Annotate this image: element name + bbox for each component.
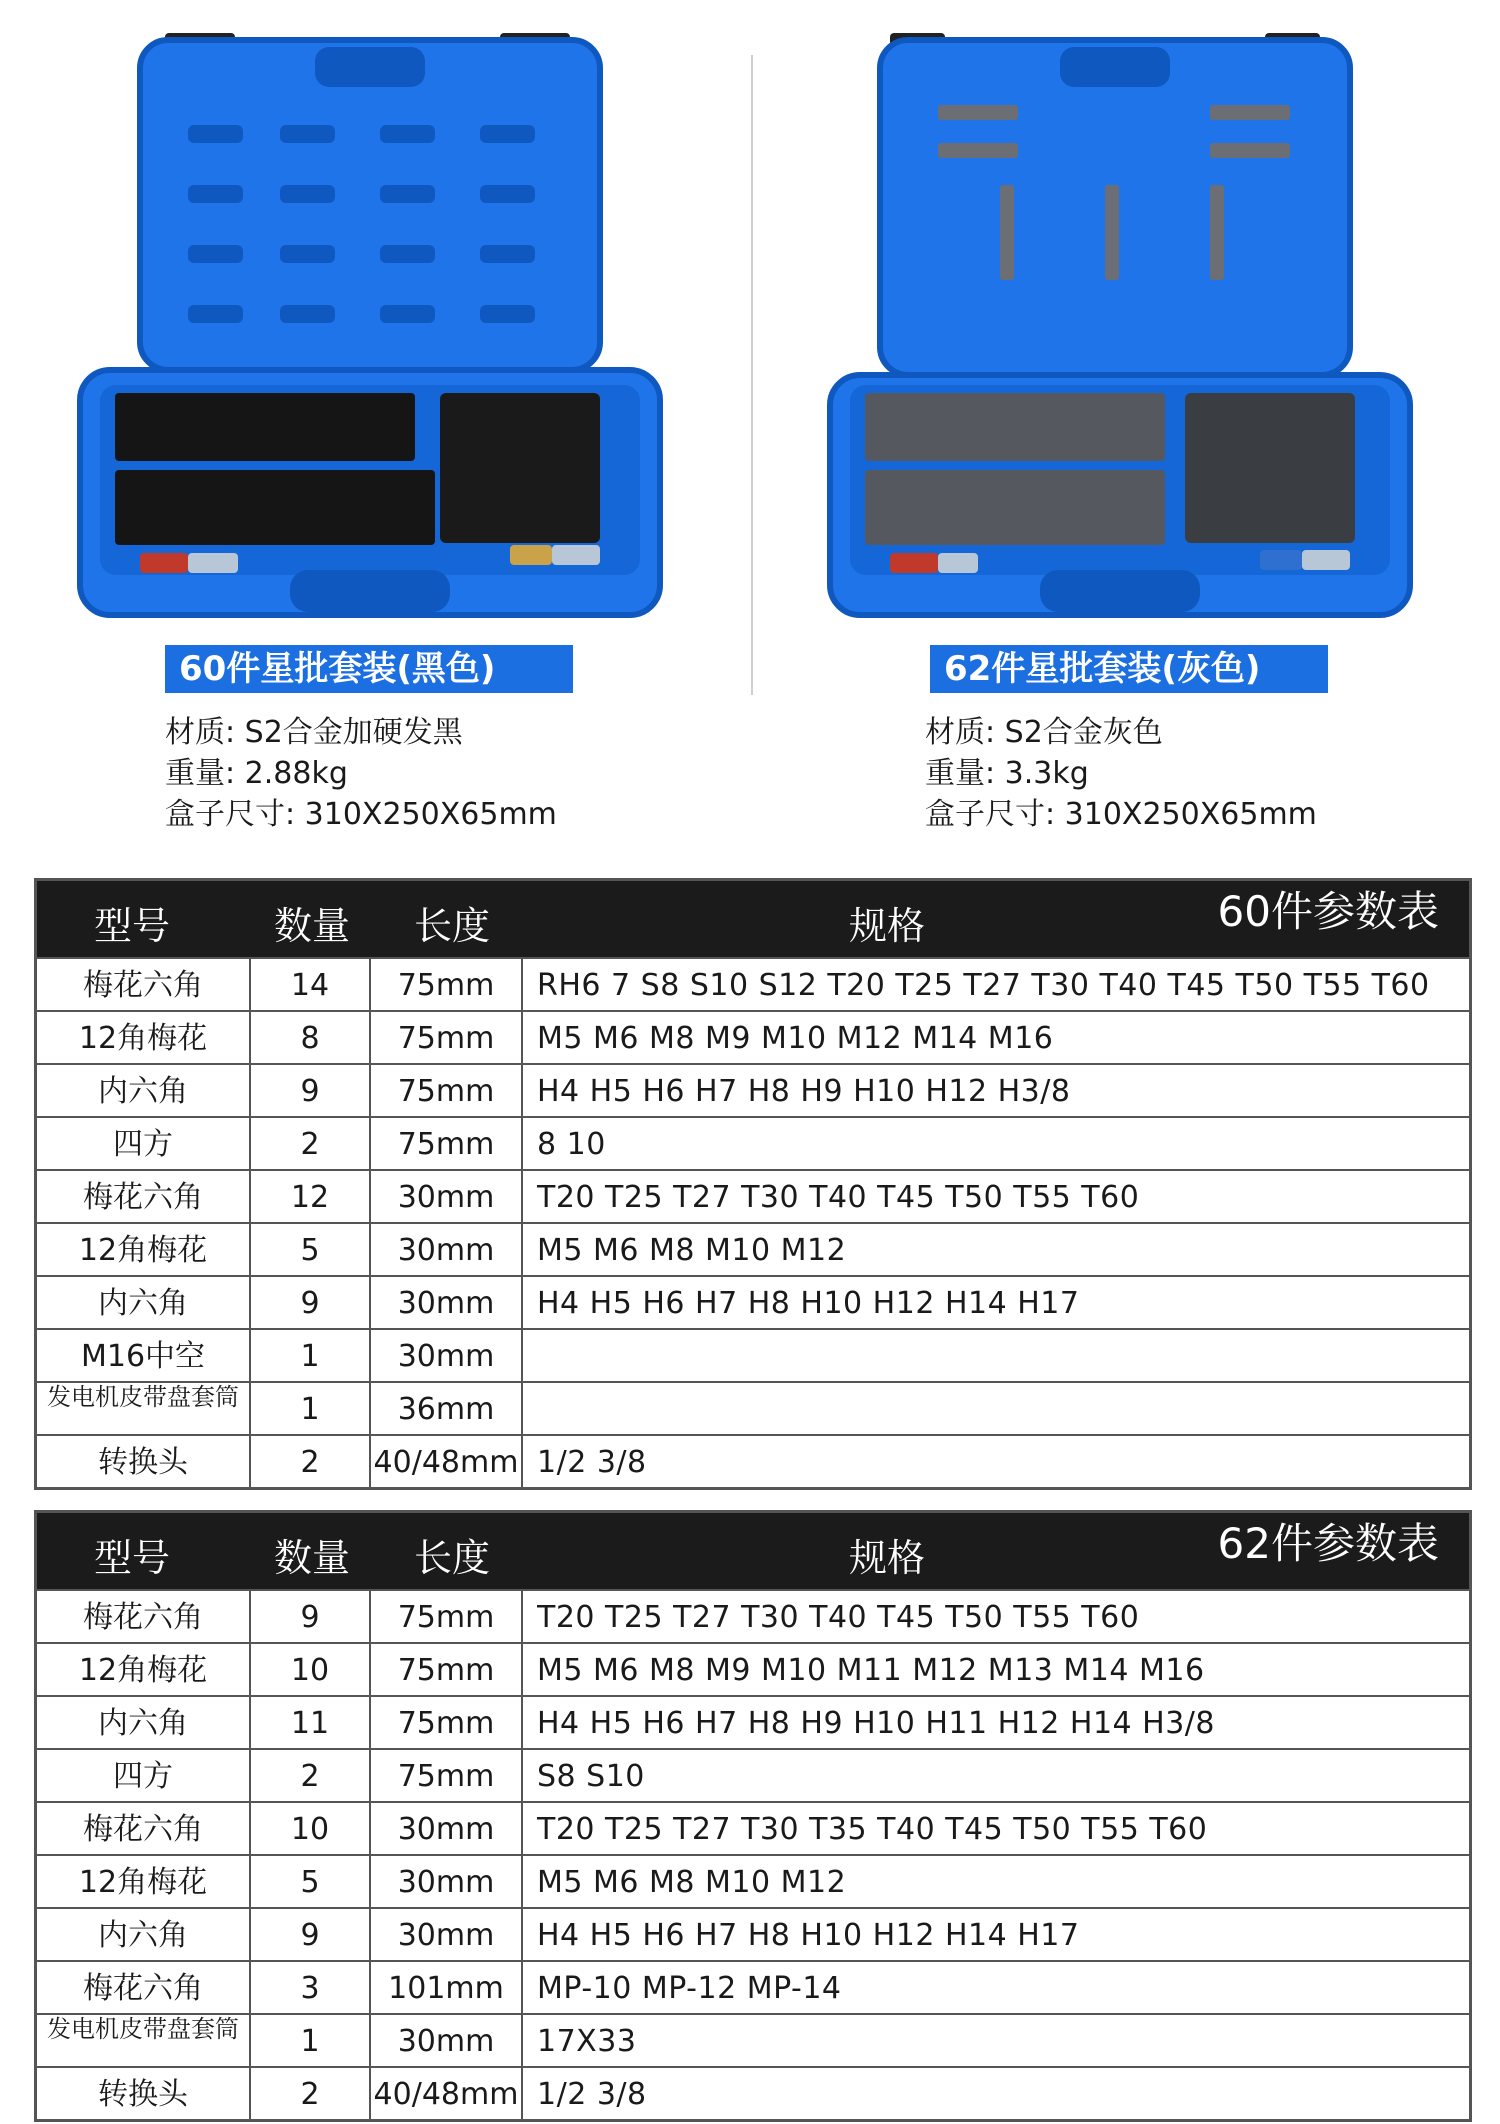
- cell-spec: 8 10: [537, 1127, 606, 1162]
- cell-length: 36mm: [371, 1383, 523, 1434]
- table-row: [37, 1063, 1469, 1116]
- cell-qty: 2: [251, 1118, 371, 1169]
- cell-spec: M5 M6 M8 M9 M10 M11 M12 M13 M14 M16: [537, 1653, 1205, 1688]
- cell-model: 梅花六角: [37, 1591, 251, 1642]
- cell-length: 40/48mm: [371, 1436, 523, 1487]
- tool-case-photo-black: [70, 25, 670, 625]
- cell-spec: M5 M6 M8 M10 M12: [537, 1233, 847, 1268]
- header-qty: 数量: [273, 904, 350, 948]
- spec-box-size: 盒子尺寸: 310X250X65mm: [925, 797, 1317, 832]
- cell-qty: 2: [251, 1750, 371, 1801]
- cell-spec: H4 H5 H6 H7 H8 H9 H10 H11 H12 H14 H3/8: [537, 1706, 1216, 1741]
- table-row: [37, 2013, 1469, 2066]
- cell-length: 30mm: [371, 1909, 523, 1960]
- table-row: [37, 1328, 1469, 1381]
- cell-spec: S8 S10: [537, 1759, 645, 1794]
- product-card-62: [760, 0, 1500, 840]
- cell-spec: 1/2 3/8: [537, 2077, 647, 2112]
- table-row: [37, 1381, 1469, 1434]
- cell-qty: 5: [251, 1224, 371, 1275]
- cell-length: 75mm: [371, 1750, 523, 1801]
- cell-spec: M5 M6 M8 M9 M10 M12 M14 M16: [537, 1021, 1054, 1056]
- header-model: 型号: [93, 1536, 170, 1580]
- cell-qty: 9: [251, 1909, 371, 1960]
- table-row: [37, 1695, 1469, 1748]
- product-title: 60件星批套装(黑色): [165, 645, 573, 693]
- cell-length: 75mm: [371, 1012, 523, 1063]
- table-name: 62件参数表: [1217, 1519, 1439, 1568]
- table-row: [37, 1642, 1469, 1695]
- cell-qty: 10: [251, 1644, 371, 1695]
- table-row: [37, 1748, 1469, 1801]
- cell-qty: 9: [251, 1065, 371, 1116]
- table-header: [37, 881, 1469, 957]
- cell-qty: 1: [251, 1330, 371, 1381]
- header-model: 型号: [93, 904, 170, 948]
- table-row: [37, 957, 1469, 1010]
- param-table-62: [34, 1510, 1472, 2122]
- cell-qty: 14: [251, 959, 371, 1010]
- cell-model: 内六角: [37, 1697, 251, 1748]
- cell-spec: 17X33: [537, 2024, 637, 2059]
- cell-model: 12角梅花: [37, 1012, 251, 1063]
- cell-model: 12角梅花: [37, 1224, 251, 1275]
- spec-weight: 重量: 2.88kg: [165, 756, 348, 791]
- cell-model: 发电机皮带盘套筒: [37, 2015, 251, 2068]
- cell-length: 75mm: [371, 1065, 523, 1116]
- table-row: [37, 1275, 1469, 1328]
- cell-qty: 9: [251, 1591, 371, 1642]
- table-row: [37, 1907, 1469, 1960]
- cell-length: 30mm: [371, 1803, 523, 1854]
- table-row: [37, 1960, 1469, 2013]
- cell-qty: 5: [251, 1856, 371, 1907]
- cell-length: 75mm: [371, 1118, 523, 1169]
- cell-length: 30mm: [371, 1277, 523, 1328]
- cell-qty: 12: [251, 1171, 371, 1222]
- column-divider: [751, 55, 753, 695]
- cell-qty: 10: [251, 1803, 371, 1854]
- table-row: [37, 1854, 1469, 1907]
- table-row: [37, 1010, 1469, 1063]
- cell-spec: [537, 1330, 1457, 1381]
- cell-spec: RH6 7 S8 S10 S12 T20 T25 T27 T30 T40 T45 T50 T55 T60: [537, 968, 1430, 1003]
- cell-model: 12角梅花: [37, 1856, 251, 1907]
- cell-spec: T20 T25 T27 T30 T40 T45 T50 T55 T60: [537, 1600, 1140, 1635]
- cell-length: 75mm: [371, 1591, 523, 1642]
- table-row: [37, 1589, 1469, 1642]
- cell-length: 30mm: [371, 1224, 523, 1275]
- cell-model: 梅花六角: [37, 1962, 251, 2013]
- cell-model: 梅花六角: [37, 1171, 251, 1222]
- header-length: 长度: [413, 1536, 490, 1580]
- cell-length: 30mm: [371, 1856, 523, 1907]
- spec-box-size: 盒子尺寸: 310X250X65mm: [165, 797, 557, 832]
- cell-spec: 1/2 3/8: [537, 1445, 647, 1480]
- product-spec-list: [165, 712, 557, 835]
- table-row: [37, 2066, 1469, 2119]
- cell-qty: 8: [251, 1012, 371, 1063]
- cell-qty: 1: [251, 2015, 371, 2066]
- cell-length: 75mm: [371, 1644, 523, 1695]
- cell-length: 30mm: [371, 1171, 523, 1222]
- cell-model: 12角梅花: [37, 1644, 251, 1695]
- spec-material: 材质: S2合金加硬发黑: [165, 715, 463, 750]
- cell-spec: H4 H5 H6 H7 H8 H10 H12 H14 H17: [537, 1918, 1080, 1953]
- cell-length: 75mm: [371, 959, 523, 1010]
- cell-length: 40/48mm: [371, 2068, 523, 2119]
- header-length: 长度: [413, 904, 490, 948]
- table-row: [37, 1169, 1469, 1222]
- table-row: [37, 1222, 1469, 1275]
- cell-spec: T20 T25 T27 T30 T35 T40 T45 T50 T55 T60: [537, 1812, 1208, 1847]
- table-header: [37, 1513, 1469, 1589]
- cell-length: 30mm: [371, 1330, 523, 1381]
- cell-qty: 9: [251, 1277, 371, 1328]
- cell-qty: 3: [251, 1962, 371, 2013]
- cell-model: 内六角: [37, 1277, 251, 1328]
- cell-length: 30mm: [371, 2015, 523, 2066]
- cell-length: 75mm: [371, 1697, 523, 1748]
- cell-spec: H4 H5 H6 H7 H8 H10 H12 H14 H17: [537, 1286, 1080, 1321]
- cell-spec: MP-10 MP-12 MP-14: [537, 1971, 842, 2006]
- header-spec: 规格: [848, 904, 925, 948]
- product-card-60: [0, 0, 740, 840]
- cell-model: 发电机皮带盘套筒: [37, 1383, 251, 1436]
- cell-model: 内六角: [37, 1065, 251, 1116]
- cell-spec: T20 T25 T27 T30 T40 T45 T50 T55 T60: [537, 1180, 1140, 1215]
- cell-model: 四方: [37, 1118, 251, 1169]
- cell-model: 梅花六角: [37, 959, 251, 1010]
- cell-qty: 11: [251, 1697, 371, 1748]
- cell-qty: 2: [251, 2068, 371, 2119]
- cell-model: 梅花六角: [37, 1803, 251, 1854]
- table-row: [37, 1434, 1469, 1487]
- cell-qty: 2: [251, 1436, 371, 1487]
- cell-model: 转换头: [37, 2068, 251, 2119]
- table-row: [37, 1801, 1469, 1854]
- cell-length: 101mm: [371, 1962, 523, 2013]
- spec-weight: 重量: 3.3kg: [925, 756, 1089, 791]
- cell-spec: M5 M6 M8 M10 M12: [537, 1865, 847, 1900]
- param-table-60: [34, 878, 1472, 1490]
- table-name: 60件参数表: [1217, 887, 1439, 936]
- cell-spec: [537, 1383, 1457, 1434]
- header-spec: 规格: [848, 1536, 925, 1580]
- header-qty: 数量: [273, 1536, 350, 1580]
- product-spec-list: [925, 712, 1317, 835]
- cell-model: M16中空: [37, 1330, 251, 1381]
- cell-model: 内六角: [37, 1909, 251, 1960]
- tool-case-photo-grey: [820, 25, 1420, 625]
- cell-spec: H4 H5 H6 H7 H8 H9 H10 H12 H3/8: [537, 1074, 1071, 1109]
- table-row: [37, 1116, 1469, 1169]
- cell-model: 四方: [37, 1750, 251, 1801]
- spec-material: 材质: S2合金灰色: [925, 715, 1163, 750]
- cell-model: 转换头: [37, 1436, 251, 1487]
- product-title: 62件星批套装(灰色): [930, 645, 1328, 693]
- cell-qty: 1: [251, 1383, 371, 1434]
